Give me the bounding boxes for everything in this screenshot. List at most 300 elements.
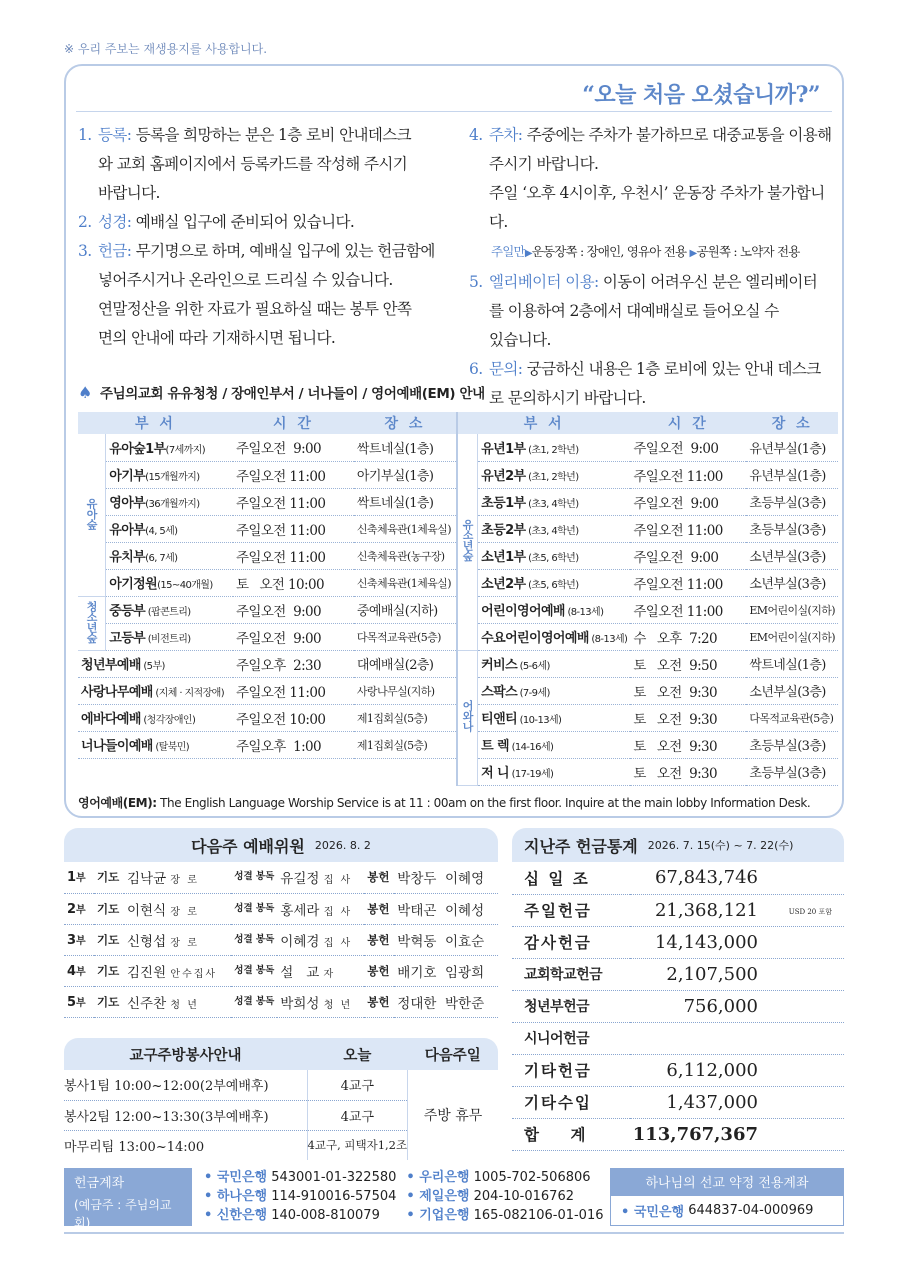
service-time: 주일오전 9:00 xyxy=(233,623,354,650)
service-time: 토 오전 9:50 xyxy=(630,650,746,677)
offering-row xyxy=(512,1118,844,1150)
service-place: 신축체육관(농구장) xyxy=(354,542,456,569)
kitchen-service-panel xyxy=(64,1038,498,1160)
schedule-row xyxy=(457,515,838,542)
role-prayer: 기도 xyxy=(94,955,124,986)
service-unit: 부 xyxy=(76,997,86,1009)
guide-body xyxy=(98,237,435,353)
service-time: 주일오전 9:00 xyxy=(630,434,746,461)
service-time: 주일오전 11:00 xyxy=(233,488,354,515)
guide-number: 6. xyxy=(469,360,483,378)
committee-row xyxy=(64,924,498,955)
title: 장 로 xyxy=(170,906,199,918)
role-prayer: 기도 xyxy=(94,862,124,893)
schedule-row xyxy=(457,623,838,650)
kitchen-today: 4교구 xyxy=(307,1100,408,1130)
service-time: 수 오후 7:20 xyxy=(630,623,746,650)
visit-guide-left xyxy=(78,121,460,353)
service-place: 싹트네실(1층) xyxy=(354,434,456,461)
dept-name xyxy=(478,488,631,515)
service-num: 3 xyxy=(67,932,77,948)
guide-text: 무기명으로 하며, 예배실 입구에 있는 헌금함에 xyxy=(135,242,435,260)
name: 김낙균 xyxy=(127,871,167,888)
mission-account-title: 하나님의 선교 약정 전용계좌 xyxy=(610,1168,844,1195)
greet-name xyxy=(277,893,364,924)
dept-name xyxy=(478,704,631,731)
footer-rule xyxy=(64,1232,844,1234)
parking-detail xyxy=(489,237,841,268)
title: 집 사 xyxy=(323,875,353,887)
dept-label: 청년부예배 xyxy=(81,658,141,673)
dept-label: 에바다예배 xyxy=(81,712,141,727)
offering-kind: 합 계 xyxy=(512,1118,630,1150)
service-time: 주일오전 11:00 xyxy=(630,569,746,596)
service-number xyxy=(64,955,94,986)
dept-age: (6, 7세) xyxy=(145,553,178,564)
mission-bank: • 국민은행 xyxy=(621,1205,685,1220)
dept-age: (초3, 4학년) xyxy=(525,499,579,510)
service-time: 토 오전 9:30 xyxy=(630,677,746,704)
guide-text: 궁금하신 내용은 1층 로비에 있는 안내 데스크 xyxy=(526,360,821,378)
offering-kind: 시니어헌금 xyxy=(512,1022,630,1054)
dept-name xyxy=(78,650,233,677)
dept-age: (팝콘트리) xyxy=(145,607,191,618)
worship-committee-panel xyxy=(64,828,498,1018)
guide-body xyxy=(489,268,817,355)
offering-row xyxy=(512,958,844,990)
group-label xyxy=(78,434,106,596)
dept-age: (15~40개월) xyxy=(157,580,213,591)
group-label xyxy=(457,650,478,785)
dept-age: (5-6세) xyxy=(517,661,550,672)
schedule-row xyxy=(78,488,456,515)
schedule-row xyxy=(78,731,456,758)
dept-label: 소년2부 xyxy=(481,577,526,592)
prayer-name xyxy=(124,862,231,893)
guide-number: 3. xyxy=(78,242,92,260)
dept-label: 중등부 xyxy=(109,604,146,619)
dept-name xyxy=(478,623,631,650)
dept-age: (8-13세) xyxy=(588,634,628,645)
service-time: 토 오전 9:30 xyxy=(630,704,746,731)
youth-heading-text: 주님의교회 유유청청 / 장애인부서 / 너나들이 / 영어예배(EM) 안내 xyxy=(99,386,485,402)
offering-row xyxy=(512,990,844,1022)
service-place: 제1집회실(5층) xyxy=(354,704,456,731)
dept-label: 커비스 xyxy=(481,658,518,673)
service-num: 2 xyxy=(67,901,77,917)
dept-label: 아기정원 xyxy=(109,577,158,592)
role-greet: 성결 봉독 xyxy=(231,955,277,986)
service-time: 토 오전 9:30 xyxy=(630,758,746,785)
account-number: 1005-702-506806 xyxy=(473,1170,591,1185)
header-place: 장 소 xyxy=(746,412,838,434)
group-name: 청소년숲 xyxy=(85,600,99,643)
dept-name xyxy=(106,488,233,515)
service-place: 유년부실(1층) xyxy=(746,434,838,461)
service-place: 싹트네실(1층) xyxy=(354,488,456,515)
service-place: 아기부실(1층) xyxy=(354,461,456,488)
guide-line xyxy=(98,121,411,150)
dept-age: (초5, 6학년) xyxy=(525,553,579,564)
kitchen-team: 마무리팀 13:00~14:00 xyxy=(64,1139,205,1155)
guide-body xyxy=(98,121,411,208)
header-dept: 부 서 xyxy=(457,412,630,434)
schedule-row xyxy=(457,488,838,515)
guide-item xyxy=(78,121,460,208)
dept-label: 고등부 xyxy=(109,631,146,646)
title: 청 년 xyxy=(323,999,353,1011)
dept-age: (15개월까지) xyxy=(145,472,200,483)
dept-name xyxy=(106,542,233,569)
offering-kind: 감사헌금 xyxy=(512,926,630,958)
youth-section-heading xyxy=(78,382,485,402)
dept-age: (지체 · 지적장애) xyxy=(152,688,225,699)
schedule-row xyxy=(457,758,838,785)
guide-label: 엘리베이터 이용: xyxy=(489,273,599,291)
role-offer: 봉헌 xyxy=(364,986,394,1017)
service-place: 유년부실(1층) xyxy=(746,461,838,488)
guide-line: 연말정산을 위한 자료가 필요하실 때는 봉투 안쪽 xyxy=(98,300,412,318)
bank-account xyxy=(406,1187,603,1206)
role-offer: 봉헌 xyxy=(364,924,394,955)
offering-stats-panel xyxy=(512,828,844,1151)
offering-kind: 청년부헌금 xyxy=(512,990,630,1022)
guide-label: 헌금: xyxy=(98,242,132,260)
committee-title: 다음주 예배위원 xyxy=(191,836,305,856)
usd-note: USD 20 포함 xyxy=(788,907,832,916)
bank-account xyxy=(406,1206,603,1225)
dept-name xyxy=(478,542,631,569)
committee-table xyxy=(64,862,498,1018)
schedule-row xyxy=(78,461,456,488)
schedule-row xyxy=(457,704,838,731)
bank-name: • 우리은행 xyxy=(406,1170,470,1185)
dept-age: (14-16세) xyxy=(509,742,554,753)
account-holder: (예금주 : 주님의교회) xyxy=(74,1198,172,1230)
dept-age: (4, 5세) xyxy=(145,526,178,537)
service-place: 다목적교육관(5층) xyxy=(354,623,456,650)
dept-label: 트 렉 xyxy=(481,739,509,754)
offering-amount: 1,437,000 xyxy=(630,1086,844,1118)
title: 자 xyxy=(323,968,336,980)
dept-label: 초등1부 xyxy=(481,496,526,511)
spade-icon: ♠ xyxy=(78,382,92,402)
role-greet: 성결 봉독 xyxy=(231,862,277,893)
dept-label: 유아부 xyxy=(109,523,146,538)
guide-item xyxy=(78,208,460,237)
dept-age: (5부) xyxy=(140,661,165,672)
prayer-name xyxy=(124,986,231,1017)
dept-label: 유년2부 xyxy=(481,469,526,484)
guide-line: 주시기 바랍니다. xyxy=(489,155,599,173)
dept-name xyxy=(478,434,631,461)
greet-name xyxy=(277,862,364,893)
schedule-row xyxy=(78,704,456,731)
offering-amount: 14,143,000 xyxy=(630,926,844,958)
service-place: 초등부실(3층) xyxy=(746,731,838,758)
dept-name xyxy=(106,515,233,542)
bank-account xyxy=(406,1168,603,1187)
name: 박희성 xyxy=(280,995,320,1012)
guide-item xyxy=(469,268,841,355)
committee-row xyxy=(64,955,498,986)
bank-account xyxy=(204,1168,396,1187)
offer-names: 정대한 박한준 xyxy=(394,986,498,1017)
offering-table xyxy=(512,862,844,1151)
guide-line xyxy=(489,355,821,384)
service-time: 주일오전 9:00 xyxy=(233,596,354,623)
name: 홍세라 xyxy=(280,902,320,919)
guide-label: 주차: xyxy=(489,126,523,144)
schedule-row xyxy=(457,542,838,569)
dept-name xyxy=(106,623,233,650)
role-prayer: 기도 xyxy=(94,986,124,1017)
guide-line: 와 교회 홈페이지에서 등록카드를 작성해 주시기 xyxy=(98,155,408,173)
offering-title: 지난주 헌금통계 xyxy=(524,836,638,856)
guide-label: 성경: xyxy=(98,213,132,231)
service-num: 5 xyxy=(67,994,77,1010)
guide-text: 등록을 희망하는 분은 1층 로비 안내데스크 xyxy=(135,126,411,144)
dept-name xyxy=(106,434,233,461)
account-number: 140-008-810079 xyxy=(271,1208,380,1223)
schedule-table-right xyxy=(456,412,838,786)
dept-label: 영아부 xyxy=(109,496,146,511)
em-label: 영어예배(EM): xyxy=(78,796,157,810)
guide-number: 2. xyxy=(78,213,92,231)
offering-range: 2026. 7. 15(수) ~ 7. 22(수) xyxy=(647,839,794,852)
dept-label: 유년1부 xyxy=(481,441,526,457)
service-place: 제1집회실(5층) xyxy=(354,731,456,758)
service-place: 신축체육관(1체육실) xyxy=(354,569,456,596)
schedule-row xyxy=(457,434,838,461)
header-place: 장 소 xyxy=(354,412,456,434)
role-offer: 봉헌 xyxy=(364,862,394,893)
service-time: 주일오후 2:30 xyxy=(233,650,354,677)
dept-name xyxy=(478,596,631,623)
kitchen-row xyxy=(64,1070,498,1100)
greet-name xyxy=(277,955,364,986)
guide-number: 1. xyxy=(78,126,92,144)
account-number: 114-910016-57504 xyxy=(271,1189,397,1204)
guide-text: 주중에는 주차가 불가하므로 대중교통을 이용해 xyxy=(526,126,832,144)
offering-row xyxy=(512,894,844,926)
kitchen-team: 봉사2팀 12:00~13:30(3부예배후) xyxy=(64,1100,307,1130)
offering-kind: 주일헌금 xyxy=(512,894,630,926)
dept-age: (초1, 2학년) xyxy=(525,444,579,456)
guide-body xyxy=(98,208,354,237)
committee-row xyxy=(64,893,498,924)
role-greet: 성결 봉독 xyxy=(231,924,277,955)
service-place: 초등부실(3층) xyxy=(746,488,838,515)
offering-amount: 113,767,367 xyxy=(630,1118,844,1150)
bank-account xyxy=(204,1206,396,1225)
dept-label: 사랑나무예배 xyxy=(81,685,153,700)
kitchen-today: 4교구 xyxy=(307,1070,408,1100)
dept-label: 유아숲1부 xyxy=(109,441,166,457)
title: 청 년 xyxy=(170,999,199,1011)
service-place: 소년부실(3층) xyxy=(746,542,838,569)
service-time: 주일오전 11:00 xyxy=(630,596,746,623)
guide-number: 5. xyxy=(469,273,483,291)
role-offer: 봉헌 xyxy=(364,955,394,986)
parking-b: 공원쪽 : 노약자 전용 xyxy=(696,244,800,259)
service-time: 주일오전 11:00 xyxy=(233,542,354,569)
bank-account-list xyxy=(204,1168,604,1225)
schedule-row xyxy=(78,434,456,461)
offer-names: 박혁동 이효순 xyxy=(394,924,498,955)
offering-kind: 기타헌금 xyxy=(512,1054,630,1086)
guide-line: 넣어주시거나 온라인으로 드리실 수 있습니다. xyxy=(98,271,393,289)
dept-label: 수요어린이영어예배 xyxy=(481,631,589,646)
title: 집 사 xyxy=(323,937,353,949)
dept-age: (비전트리) xyxy=(145,634,191,645)
schedule-row xyxy=(457,596,838,623)
service-time: 주일오전 10:00 xyxy=(233,704,354,731)
guide-label: 등록: xyxy=(98,126,132,144)
service-time: 주일오전 9:00 xyxy=(630,542,746,569)
service-time: 주일오전 9:00 xyxy=(233,434,354,461)
mission-account-body xyxy=(610,1195,844,1226)
dept-age: (청각장애인) xyxy=(140,715,196,726)
bank-name: • 신한은행 xyxy=(204,1208,268,1223)
greet-name xyxy=(277,986,364,1017)
service-place: 중예배실(지하) xyxy=(354,596,456,623)
dept-label: 저 니 xyxy=(481,766,509,781)
dept-age: (36개월까지) xyxy=(145,499,200,510)
dept-age: (7-9세) xyxy=(517,688,550,699)
dept-name xyxy=(478,461,631,488)
dept-label: 유치부 xyxy=(109,550,146,565)
service-time: 토 오전 9:30 xyxy=(630,731,746,758)
service-place: 초등부실(3층) xyxy=(746,758,838,785)
role-greet: 성결 봉독 xyxy=(231,986,277,1017)
bank-name: • 하나은행 xyxy=(204,1189,268,1204)
offering-account-label xyxy=(64,1168,192,1230)
guide-label: 문의: xyxy=(489,360,523,378)
schedule-row xyxy=(457,569,838,596)
service-num: 1 xyxy=(67,870,77,886)
header-time: 시 간 xyxy=(233,412,354,434)
service-unit: 부 xyxy=(76,873,86,885)
dept-name xyxy=(78,677,233,704)
service-time: 토 오전 10:00 xyxy=(233,569,354,596)
kitchen-next: 주방 휴무 xyxy=(423,1108,483,1124)
bank-name: • 기업은행 xyxy=(406,1208,470,1223)
guide-text: 예배실 입구에 준비되어 있습니다. xyxy=(135,213,355,231)
group-label xyxy=(78,596,106,650)
service-unit: 부 xyxy=(76,935,86,947)
service-number xyxy=(64,893,94,924)
arrow-right-icon: ▶ xyxy=(689,248,697,259)
dept-label: 스팍스 xyxy=(481,685,518,700)
guide-line xyxy=(489,121,841,150)
guide-line xyxy=(98,237,435,266)
schedule-row xyxy=(78,650,456,677)
dept-name xyxy=(478,569,631,596)
name: 이혜경 xyxy=(280,933,320,950)
offering-amount: 756,000 xyxy=(630,990,844,1022)
service-time: 주일오전 11:00 xyxy=(630,461,746,488)
service-place: 사랑나무실(지하) xyxy=(354,677,456,704)
service-time: 주일오후 1:00 xyxy=(233,731,354,758)
guide-line xyxy=(489,268,817,297)
dept-label: 어린이영어예배 xyxy=(481,604,565,619)
visit-guide-right xyxy=(469,121,841,413)
mission-account-number: 644837-04-000969 xyxy=(688,1203,814,1218)
dept-name xyxy=(478,515,631,542)
schedule-row xyxy=(457,731,838,758)
offering-row xyxy=(512,862,844,894)
kitchen-table xyxy=(64,1038,498,1160)
title: 집 사 xyxy=(323,906,353,918)
prayer-name xyxy=(124,955,231,986)
schedule-row xyxy=(78,542,456,569)
service-time: 주일오전 11:00 xyxy=(630,515,746,542)
guide-line: 로 문의하시기 바랍니다. xyxy=(489,389,646,407)
guide-body xyxy=(489,121,841,268)
schedule-row xyxy=(457,461,838,488)
prayer-name xyxy=(124,924,231,955)
dept-age: (10-13세) xyxy=(517,715,562,726)
first-visit-box xyxy=(64,64,844,818)
dept-age: (초5, 6학년) xyxy=(525,580,579,591)
title: 안수집사 xyxy=(170,968,218,980)
service-time: 주일오전 11:00 xyxy=(233,515,354,542)
kitchen-header-today: 오늘 xyxy=(307,1038,408,1070)
name: 김진원 xyxy=(127,964,167,981)
offering-amount: 6,112,000 xyxy=(630,1054,844,1086)
title: 장 로 xyxy=(170,937,199,949)
schedule-row xyxy=(78,596,456,623)
service-place: EM어린이실(지하) xyxy=(746,596,838,623)
dept-label: 소년1부 xyxy=(481,550,526,565)
offering-kind: 십 일 조 xyxy=(512,862,630,894)
service-number xyxy=(64,924,94,955)
offering-row xyxy=(512,1022,844,1054)
dept-age: (탈북민) xyxy=(152,742,190,753)
dept-age: (초1, 2학년) xyxy=(525,472,579,483)
schedule-row xyxy=(457,650,838,677)
guide-item xyxy=(78,237,460,353)
offering-amount: 67,843,746 xyxy=(630,862,844,894)
dept-name xyxy=(106,596,233,623)
kitchen-header-next: 다음주일 xyxy=(408,1038,498,1070)
arrow-right-icon: ▶ xyxy=(524,248,532,259)
name: 신형섭 xyxy=(127,933,167,950)
offering-amount xyxy=(630,1022,844,1054)
mission-account-box xyxy=(610,1168,844,1226)
service-place: EM어린이실(지하) xyxy=(746,623,838,650)
name: 설 교 xyxy=(280,964,320,981)
dept-name xyxy=(478,731,631,758)
bank-account xyxy=(204,1187,396,1206)
role-offer: 봉헌 xyxy=(364,893,394,924)
guide-line: 를 이용하여 2층에서 대예배실로 들어오실 수 xyxy=(489,302,779,320)
dept-name xyxy=(78,731,233,758)
service-unit: 부 xyxy=(76,904,86,916)
schedule-table-left xyxy=(78,412,456,759)
dept-name xyxy=(106,569,233,596)
account-number: 543001-01-322580 xyxy=(271,1170,397,1185)
kitchen-team: 봉사1팀 10:00~12:00(2부예배후) xyxy=(64,1070,307,1100)
group-name: 어와나 xyxy=(461,700,475,732)
group-name: 유소년숲 xyxy=(461,519,475,562)
service-place: 다목적교육관(5층) xyxy=(746,704,838,731)
committee-header xyxy=(64,828,498,862)
service-place: 신축체육관(1체육실) xyxy=(354,515,456,542)
service-number xyxy=(64,862,94,893)
service-unit: 부 xyxy=(76,966,86,978)
